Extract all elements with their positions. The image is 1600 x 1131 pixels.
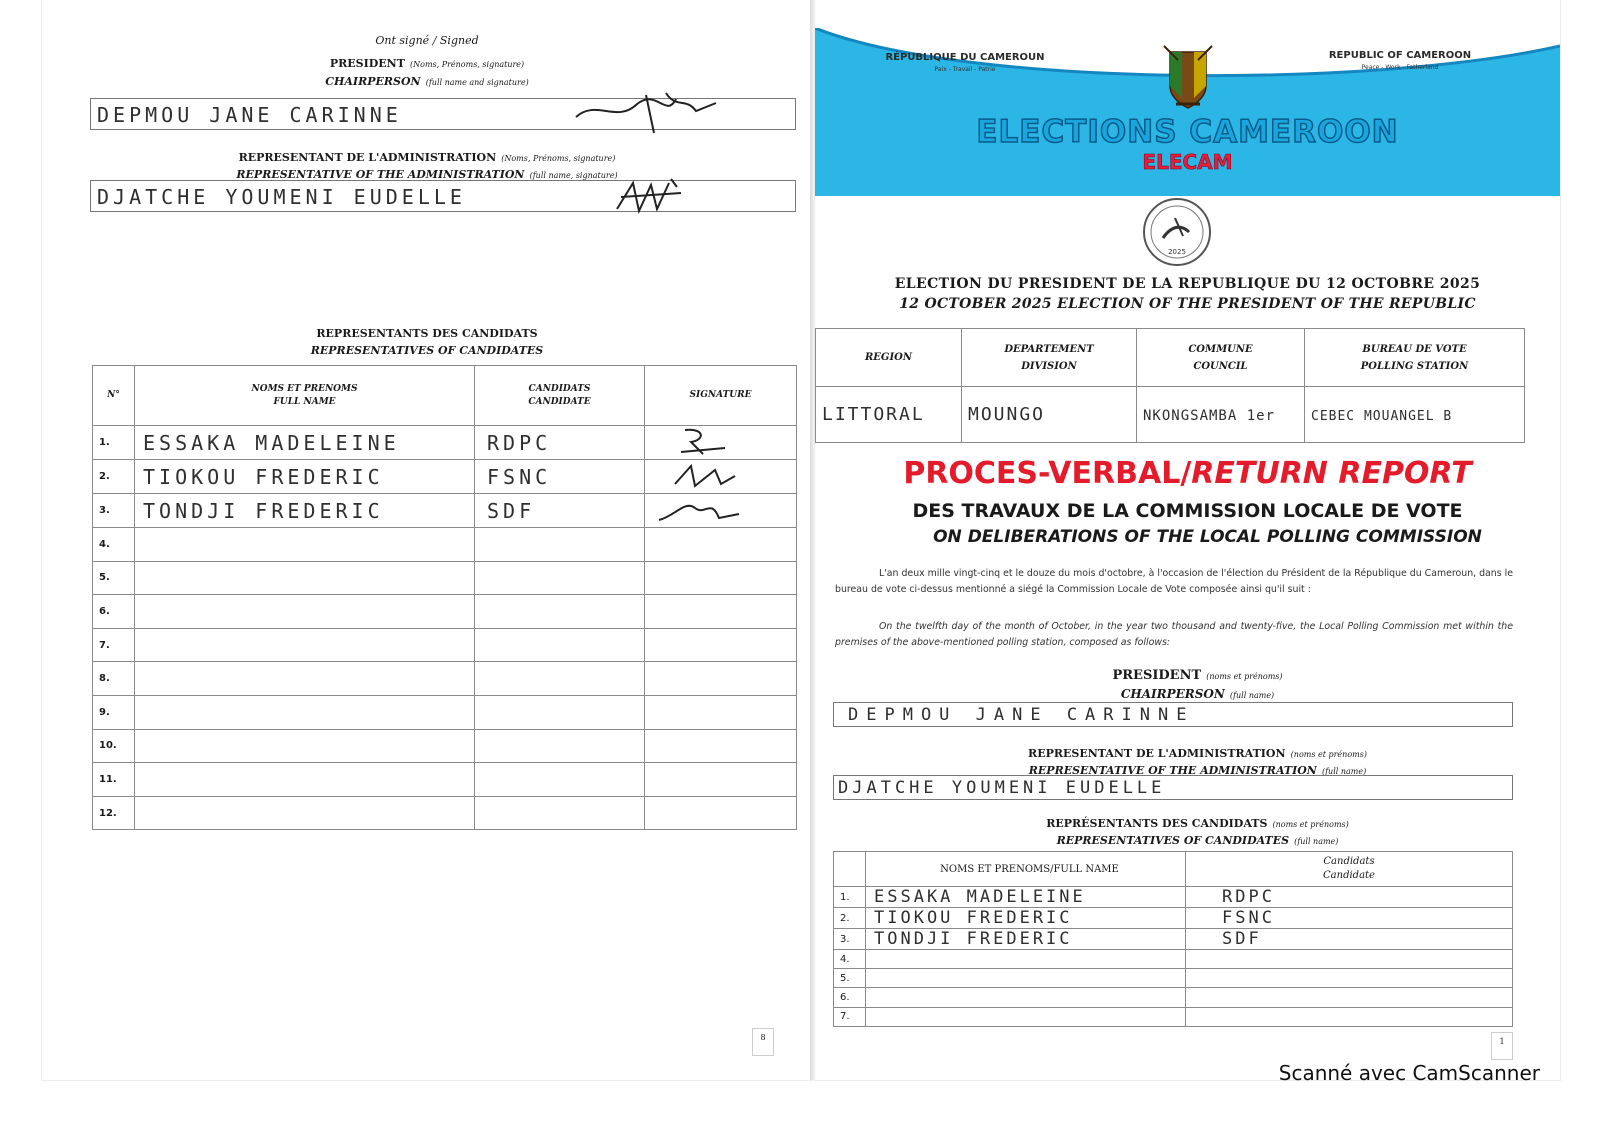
r-row-candidate [1186,908,1513,929]
row-name-text: ESSAKA MADELEINE [143,430,400,455]
r-admin-label-en: REPRESENTATIVE OF THE ADMINISTRATION [1028,764,1317,777]
admin-note-fr: (Noms, Prénoms, signature) [501,154,616,163]
candidate-rep-signature [655,426,745,456]
table-row [93,729,797,763]
r-chairperson-label: CHAIRPERSON [1120,687,1225,701]
r-row-num [834,950,866,969]
table-row [93,595,797,629]
r-row-name-text: TONDJI FREDERIC [874,929,1073,949]
r-row-name [866,988,1186,1007]
r-president-label-block [835,664,1560,683]
loc-region: LITTORAL [816,387,962,443]
row-name-text: TONDJI FREDERIC [143,498,384,523]
r-president-label: PRESIDENT [1112,668,1202,683]
location-table [815,328,1525,443]
row-signature [645,695,797,729]
table-row [93,628,797,662]
r-row-name-text: TIOKOU FREDERIC [874,908,1073,928]
table-row [834,1007,1513,1026]
table-row [834,908,1513,929]
admin-name-box [90,180,796,212]
row-name [135,494,475,528]
row-candidate-text: SDF [487,498,536,523]
r-row-candidate-text: SDF [1222,929,1262,949]
col-name: NOMS ET PRENOMS FULL NAME [135,366,475,426]
row-num-text: 4. [99,538,110,550]
president-signature [566,89,726,137]
row-name [135,460,475,494]
seal-year: 2025 [1168,248,1186,256]
table-row [93,662,797,696]
row-num [93,796,135,830]
r-president-name-box [833,702,1513,727]
row-num [93,595,135,629]
pv-title [815,456,1560,491]
row-name [135,729,475,763]
page-number-right: 1 [1491,1032,1513,1060]
r-row-candidate [1186,887,1513,908]
row-name [135,561,475,595]
r-row-candidate-text: FSNC [1222,908,1275,928]
candidate-rep-signature [655,494,745,524]
loc-header-region: REGION [816,329,962,387]
motto-fr: Paix - Travail - Patrie [934,66,996,73]
loc-header-council: COMMUNE COUNCIL [1137,329,1305,387]
election-title-fr: ELECTION DU PRESIDENT DE LA REPUBLIQUE DU 12 OCTOBRE 2025 [894,276,1481,292]
chairperson-label-block [42,70,812,89]
row-name [135,763,475,797]
r-chairperson-note: (full name) [1229,691,1275,700]
r-row-num [834,969,866,988]
r-cand-title-en-block [835,829,1560,848]
row-num-text: 12. [99,807,117,819]
row-num [93,494,135,528]
r-row-candidate [1186,929,1513,950]
r-row-num-text: 7. [840,1011,850,1023]
r-row-candidate-text: RDPC [1222,887,1275,907]
row-num-text: 2. [99,471,110,482]
loc-division: MOUNGO [962,387,1137,443]
subtitle-en: ON DELIBERATIONS OF THE LOCAL POLLING COMMISSION [933,527,1482,547]
row-num [93,729,135,763]
r-row-candidate [1186,969,1513,988]
row-num-text: 9. [99,706,110,718]
row-signature [645,729,797,763]
row-name [135,528,475,562]
row-candidate [475,561,645,595]
r-row-name [866,1007,1186,1026]
loc-polling-station: CEBEC MOUANGEL B [1305,387,1525,443]
table-row [93,528,797,562]
row-num-text: 11. [99,773,117,785]
row-signature [645,662,797,696]
r-admin-label-fr: REPRESENTANT DE L'ADMINISTRATION [1028,747,1286,760]
signed-header: Ont signé / Signed [375,34,479,47]
chairperson-note: (full name and signature) [425,78,529,87]
table-row [93,460,797,494]
row-candidate [475,494,645,528]
table-row [93,561,797,595]
table-row [834,988,1513,1007]
row-signature [645,460,797,494]
r-row-candidate [1186,950,1513,969]
row-candidate [475,460,645,494]
col-candidate: CANDIDATS CANDIDATE [475,366,645,426]
r-row-name [866,969,1186,988]
r-row-name [866,929,1186,950]
loc-header-polling-station: BUREAU DE VOTE POLLING STATION [1305,329,1525,387]
r-row-name [866,887,1186,908]
location-header-row [816,329,1525,387]
row-candidate [475,528,645,562]
candidate-rep-signature [655,460,745,490]
president-label-block [42,52,812,71]
row-candidate [475,729,645,763]
r-row-num-text: 5. [840,972,850,984]
row-num-text: 5. [99,572,110,584]
r-cand-header-num [834,852,866,887]
candidates-representatives-table [92,365,797,830]
table-row [834,969,1513,988]
r-row-num [834,988,866,1007]
r-cand-header-name: NOMS ET PRENOMS/FULL NAME [866,852,1186,887]
r-admin-name: DJATCHE YOUMENI EUDELLE [838,778,1166,798]
row-candidate [475,695,645,729]
intro-paragraph-en: On the twelfth day of the month of October, in the year two thousand and twenty-five, the Local Polling Commission met within the premises of the above-mentioned polling station, composed as follows: [835,621,1513,648]
republic-fr: RÉPUBLIQUE DU CAMEROUN [885,52,1045,63]
row-candidate [475,595,645,629]
r-row-num [834,887,866,908]
cand-title-fr: REPRESENTANTS DES CANDIDATS [316,327,538,340]
republic-fr-block [855,52,1075,73]
table-row [93,763,797,797]
row-num [93,426,135,460]
row-signature [645,528,797,562]
row-num [93,628,135,662]
r-cand-title-en: REPRESENTATIVES OF CANDIDATES [1056,834,1290,847]
row-signature [645,561,797,595]
row-candidate [475,426,645,460]
loc-council: NKONGSAMBA 1er [1137,387,1305,443]
row-name-text: TIOKOU FREDERIC [143,464,384,489]
row-signature [645,628,797,662]
row-name [135,695,475,729]
r-cand-header-candidate: Candidats Candidate [1186,852,1513,887]
r-row-num [834,908,866,929]
intro-paragraph-fr: L'an deux mille vingt-cinq et le douze du mois d'octobre, à l'occasion de l'élection du Président de la République du Cameroun, dans le bureau de vote ci-dessus mentionné a siégé la Commission Locale de Vote composée ainsi qu'il suit : [835,568,1513,595]
chairperson-label: CHAIRPERSON [325,75,421,88]
admin-label-en: REPRESENTATIVE OF THE ADMINISTRATION [236,168,525,181]
cand-title-en: REPRESENTATIVES OF CANDIDATES [310,344,544,357]
row-signature [645,763,797,797]
table-row [834,887,1513,908]
r-row-num-text: 4. [840,953,850,965]
admin-note-en: (full name, signature) [529,171,618,180]
r-cand-title-fr: REPRÉSENTANTS DES CANDIDATS [1046,817,1268,830]
president-name-box [90,98,796,130]
banner-subtitle: ELECAM [1142,150,1233,174]
table-row [93,796,797,830]
r-row-num-text: 6. [840,991,850,1003]
row-name [135,796,475,830]
row-num-text: 7. [99,639,110,651]
r-row-name-text: ESSAKA MADELEINE [874,887,1086,907]
row-signature [645,796,797,830]
table-row [93,695,797,729]
left-page [42,0,812,1080]
r-chairperson-label-block [835,683,1560,702]
row-num [93,695,135,729]
r-cand-note-en: (full name) [1294,837,1339,846]
row-candidate-text: FSNC [487,464,552,489]
r-row-num-text: 1. [840,891,850,903]
r-row-num-text: 2. [840,912,850,924]
r-row-name [866,908,1186,929]
r-admin-note-fr: (noms et prénoms) [1290,750,1367,759]
r-cand-note-fr: (noms et prénoms) [1272,820,1349,829]
r-president-name: DEPMOU JANE CARINNE [848,705,1195,725]
row-num-text: 8. [99,673,110,685]
pv-title-fr: PROCES-VERBAL/ [903,456,1192,491]
row-name [135,426,475,460]
right-page [815,0,1560,1080]
r-row-candidate [1186,988,1513,1007]
pv-title-en: RETURN REPORT [1191,456,1472,491]
row-signature [645,494,797,528]
page-number-left: 8 [752,1028,774,1056]
col-signature: SIGNATURE [645,366,797,426]
row-signature [645,426,797,460]
row-candidate-text: RDPC [487,430,552,455]
row-candidate [475,628,645,662]
admin-label-fr: REPRESENTANT DE L'ADMINISTRATION [238,151,497,164]
elecam-seal-icon [1141,196,1213,268]
row-signature [645,595,797,629]
admin-name: DJATCHE YOUMENI EUDELLE [97,185,466,209]
r-row-num [834,929,866,950]
table-row [834,929,1513,950]
president-label: PRESIDENT [329,57,405,70]
row-num [93,561,135,595]
r-admin-name-box [833,775,1513,800]
row-candidate [475,763,645,797]
row-num-text: 1. [99,437,110,448]
table-row [834,950,1513,969]
r-president-note: (noms et prénoms) [1206,672,1283,681]
coat-of-arms-icon [1160,42,1216,112]
row-candidate [475,796,645,830]
location-values-row [816,387,1525,443]
r-candidates-table [833,851,1513,1027]
president-note: (Noms, Prénoms, signature) [410,60,525,69]
election-title-en: 12 OCTOBER 2025 ELECTION OF THE PRESIDENT OF THE REPUBLIC [899,296,1476,312]
row-name [135,662,475,696]
row-num-text: 6. [99,605,110,617]
row-num-text: 10. [99,740,117,752]
r-row-num [834,1007,866,1026]
republic-en: REPUBLIC OF CAMEROON [1328,50,1472,61]
camscanner-watermark: Scanné avec CamScanner [1278,1061,1540,1085]
table-header-row [93,366,797,426]
row-num [93,763,135,797]
banner-title: ELECTIONS CAMEROON [976,114,1399,150]
row-num-text: 3. [99,505,110,516]
subtitle-fr: DES TRAVAUX DE LA COMMISSION LOCALE DE VOTE [912,500,1463,522]
motto-en: Peace - Work - Fatherland [1361,64,1439,71]
president-name: DEPMOU JANE CARINNE [97,103,402,127]
table-row [93,426,797,460]
republic-en-block [1285,50,1515,71]
r-row-name [866,950,1186,969]
table-row [93,494,797,528]
col-num: N° [93,366,135,426]
row-num [93,528,135,562]
r-row-candidate [1186,1007,1513,1026]
row-num [93,460,135,494]
r-row-num-text: 3. [840,933,850,945]
r-cand-header-row [834,852,1513,887]
loc-header-division: DEPARTEMENT DIVISION [962,329,1137,387]
admin-signature [611,175,701,219]
r-admin-note-en: (full name) [1321,767,1367,776]
row-name [135,628,475,662]
row-name [135,595,475,629]
row-candidate [475,662,645,696]
row-num [93,662,135,696]
